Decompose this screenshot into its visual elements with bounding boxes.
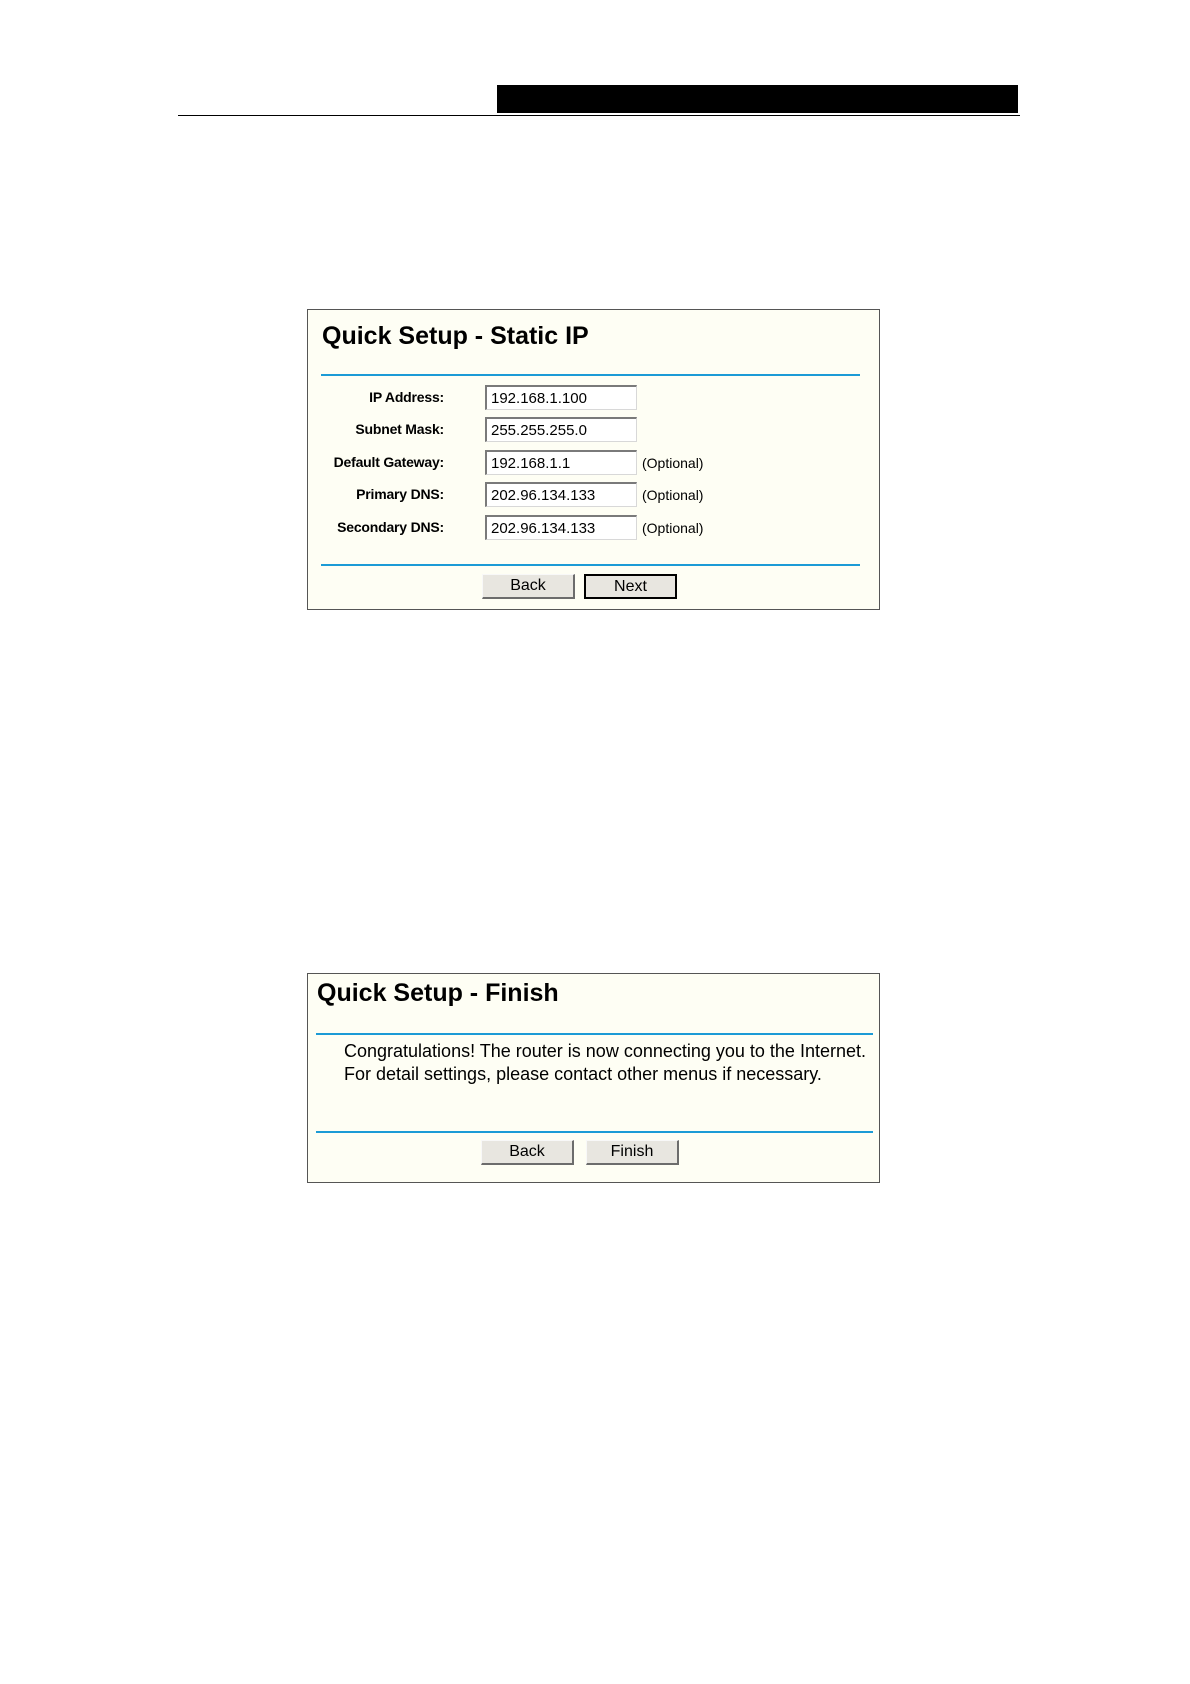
finish-button[interactable]: Finish — [586, 1140, 679, 1165]
finish-back-button[interactable]: Back — [481, 1140, 574, 1165]
secondary-dns-optional-note: (Optional) — [642, 520, 704, 536]
secondary-dns-input[interactable] — [485, 515, 637, 540]
default-gateway-label: Default Gateway: — [333, 454, 444, 470]
finish-title: Quick Setup - Finish — [317, 979, 559, 1007]
subnet-mask-label: Subnet Mask: — [355, 421, 444, 437]
subnet-mask-row — [308, 417, 879, 443]
finish-bottom-divider — [316, 1131, 873, 1133]
subnet-mask-input[interactable] — [485, 417, 637, 442]
primary-dns-optional-note: (Optional) — [642, 487, 704, 503]
default-gateway-input[interactable] — [485, 450, 637, 475]
page-header-rule — [178, 115, 1020, 116]
static-ip-bottom-divider — [321, 564, 860, 566]
static-ip-back-button[interactable]: Back — [482, 574, 575, 599]
ip-address-row — [308, 385, 879, 411]
congratulations-message: Congratulations! The router is now connecting you to the Internet. For detail settings, please contact other menus if necessary. — [344, 1041, 866, 1084]
primary-dns-row — [308, 482, 879, 508]
primary-dns-input[interactable] — [485, 482, 637, 507]
default-gateway-row — [308, 450, 879, 476]
ip-address-label: IP Address: — [369, 389, 444, 405]
default-gateway-optional-note: (Optional) — [642, 455, 704, 471]
primary-dns-label: Primary DNS: — [356, 486, 444, 502]
static-ip-top-divider — [321, 374, 860, 376]
secondary-dns-label: Secondary DNS: — [337, 519, 444, 535]
ip-address-input[interactable] — [485, 385, 637, 410]
page-header-bar — [497, 85, 1018, 113]
secondary-dns-row — [308, 515, 879, 541]
finish-top-divider — [316, 1033, 873, 1035]
static-ip-panel — [307, 309, 880, 610]
static-ip-title: Quick Setup - Static IP — [322, 322, 589, 350]
finish-panel — [307, 973, 880, 1183]
next-button[interactable]: Next — [584, 574, 677, 599]
